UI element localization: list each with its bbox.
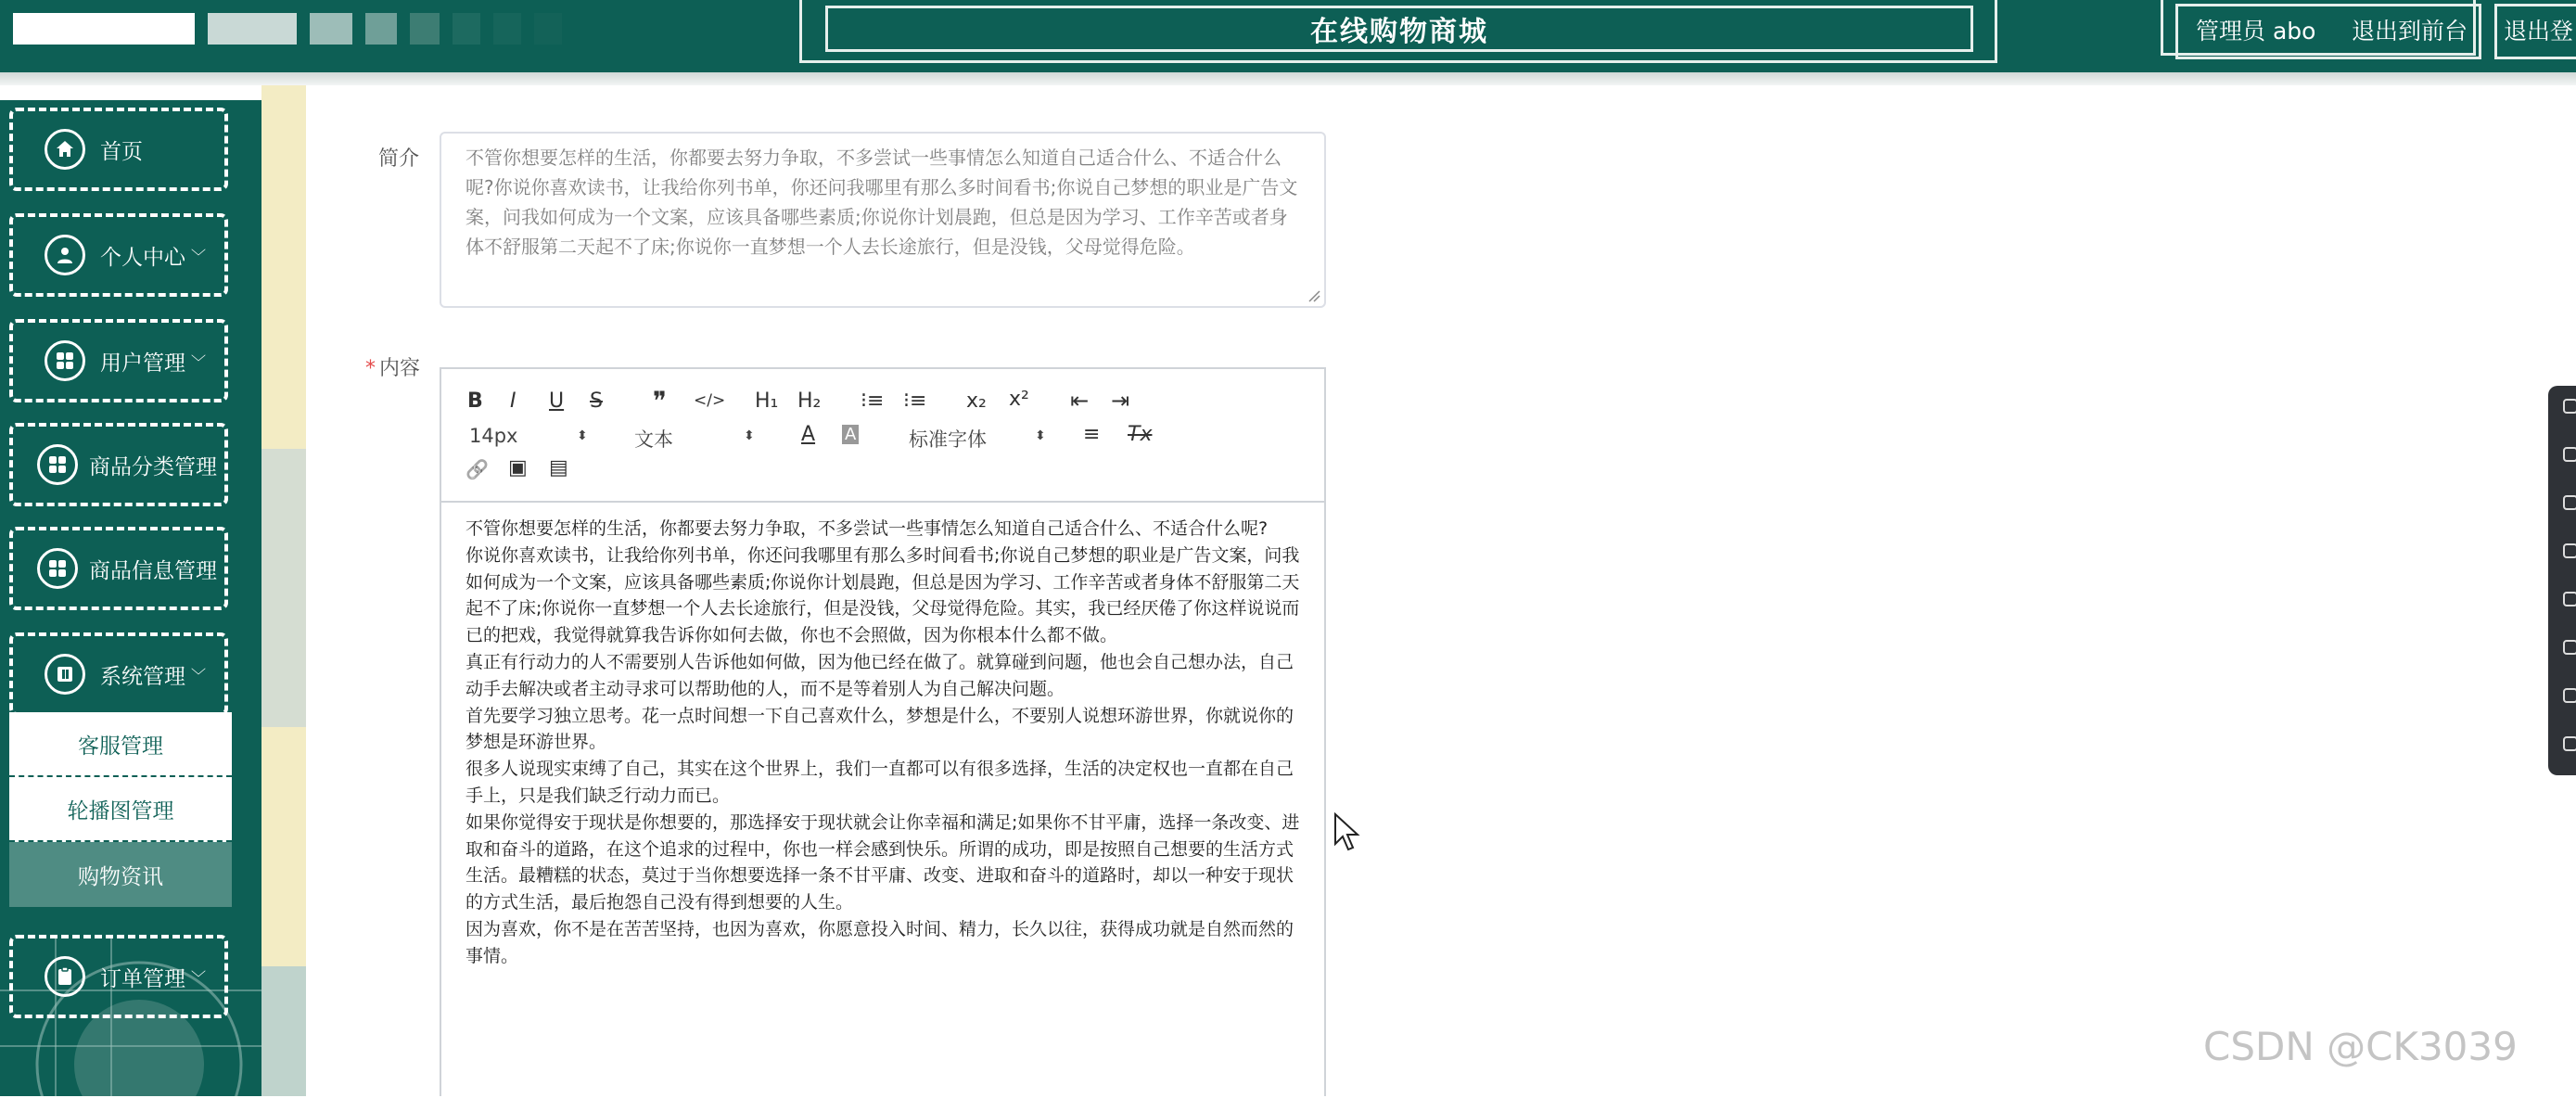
- sidebar-item-home[interactable]: [9, 108, 228, 191]
- dock-tool-icon[interactable]: [2563, 640, 2576, 655]
- editor-paragraph: 真正有行动力的人不需要别人告诉他如何做，因为他已经在做了。就算碰到问题，他也会自己想办法，自己动手去解决或者主动寻求可以帮助他的人，而不是等着别人为自己解决问题。: [465, 651, 1294, 699]
- code-block-icon[interactable]: </>: [694, 391, 726, 410]
- heading2-button[interactable]: H₂: [797, 389, 822, 413]
- underline-button[interactable]: U: [549, 389, 565, 413]
- dock-tool-icon[interactable]: [2563, 543, 2576, 558]
- sidebar-item-system-management[interactable]: [9, 632, 228, 716]
- chevron-updown-icon: ⬍: [744, 428, 755, 443]
- subscript-button[interactable]: x₂: [966, 389, 987, 413]
- editor-paragraph: 不管你想要怎样的生活，你都要去努力争取，不多尝试一些事情怎么知道自己适合什么、不适合什么呢?: [465, 518, 1269, 539]
- admin-username: 管理员 abo: [2196, 18, 2316, 45]
- logo-placeholder: [13, 13, 562, 45]
- editor-paragraph: 首先要学习独立思考。花一点时间想一下自己喜欢什么，梦想是什么，不要别人说想环游世界，你就说你的梦想是环游世界。: [465, 705, 1294, 753]
- link-icon[interactable]: 🔗: [465, 458, 489, 480]
- chevron-down-icon: ﹀: [191, 968, 207, 987]
- submenu-item-label: 轮播图管理: [67, 798, 174, 824]
- required-marker: *: [365, 357, 376, 380]
- submenu-item-customer-service[interactable]: [9, 712, 232, 777]
- grid-icon: [37, 444, 78, 485]
- home-icon: [45, 129, 85, 170]
- editor-toolbar: [441, 369, 1324, 503]
- intro-textarea[interactable]: [440, 132, 1326, 308]
- italic-button[interactable]: I: [510, 389, 516, 413]
- chevron-updown-icon: ⬍: [1035, 428, 1046, 443]
- sidebar-item-label: 订单管理: [100, 966, 185, 991]
- sidebar-item-label: 商品信息管理: [89, 558, 217, 583]
- chevron-updown-icon: ⬍: [577, 428, 588, 443]
- chevron-down-icon: ﹀: [191, 247, 207, 265]
- sidebar-item-label: 用户管理: [100, 351, 185, 376]
- floating-tool-dock: [2548, 386, 2576, 775]
- system-submenu: [9, 712, 232, 907]
- header-select[interactable]: 文本: [634, 428, 673, 451]
- sidebar-item-label: 商品分类管理: [89, 454, 217, 479]
- submenu-item-label: 客服管理: [78, 734, 163, 759]
- clipboard-icon: [45, 956, 85, 997]
- dock-tool-icon[interactable]: [2563, 688, 2576, 703]
- submenu-item-carousel[interactable]: [9, 777, 232, 842]
- resize-grip-icon[interactable]: [1306, 287, 1320, 302]
- sidebar-item-category-management[interactable]: [9, 423, 228, 506]
- rich-text-editor: [440, 367, 1326, 1096]
- background-color-icon[interactable]: A: [842, 425, 859, 444]
- intro-label: 简介: [378, 147, 420, 171]
- chevron-down-icon: ﹀: [191, 352, 207, 371]
- sidebar-item-personal-center[interactable]: [9, 213, 228, 297]
- font-color-icon[interactable]: A: [801, 423, 816, 446]
- heading1-button[interactable]: H₁: [755, 389, 779, 413]
- chevron-down-icon: ﹀: [191, 666, 207, 684]
- outdent-icon[interactable]: ⇤: [1070, 388, 1090, 414]
- dock-tool-icon[interactable]: [2563, 592, 2576, 606]
- font-family-select[interactable]: 标准字体: [909, 428, 987, 451]
- intro-text: 不管你想要怎样的生活，你都要去努力争取，不多尝试一些事情怎么知道自己适合什么、不适合什么呢?你说你喜欢读书，让我给你列书单，你还问我哪里有那么多时间看书;你说自己梦想的职业是广告文案，问我如何成为一个文案，应该具备哪些素质;你说你计划晨跑，但总是因为学习、工作辛苦或者身体不舒服第二天起不了床;你说你一直梦想一个人去长途旅行，但是没钱，父母觉得危险。: [465, 147, 1298, 258]
- logout-link[interactable]: 退出登: [2504, 18, 2574, 45]
- dock-tool-icon[interactable]: [2563, 736, 2576, 751]
- sidebar-item-order-management[interactable]: [9, 935, 228, 1018]
- content-label: [365, 352, 420, 381]
- blockquote-icon[interactable]: ❞: [653, 386, 668, 416]
- superscript-button[interactable]: x²: [1009, 388, 1029, 411]
- bullet-list-icon[interactable]: ⁝≡: [903, 389, 927, 413]
- sidebar-item-product-management[interactable]: [9, 527, 228, 610]
- bold-button[interactable]: B: [467, 389, 483, 413]
- grid-icon: [37, 548, 78, 589]
- content-label-text: 内容: [379, 357, 421, 380]
- submenu-item-label: 购物资讯: [78, 864, 163, 889]
- submenu-item-shopping-news[interactable]: [9, 842, 232, 907]
- top-navbar: [0, 0, 2576, 72]
- grid-icon: [45, 340, 85, 381]
- dock-tool-icon[interactable]: [2563, 495, 2576, 510]
- image-icon[interactable]: ▣: [508, 456, 528, 479]
- watermark: CSDN @CK3039: [2203, 1024, 2518, 1069]
- back-to-frontend-link[interactable]: 退出到前台: [2352, 18, 2468, 45]
- editor-paragraph: 如果你觉得安于现状是你想要的，那选择安于现状就会让你幸福和满足;如果你不甘平庸，选择一条改变、进取和奋斗的道路，在这个追求的过程中，你也一样会感到快乐。所谓的成功，即是按照自己想要的生活方式生活。最糟糕的状态，莫过于当你想要选择一条不甘平庸、改变、进取和奋斗的道路时，却以一种安于现状的方式生活，最后抱怨自己没有得到想要的人生。: [465, 811, 1300, 913]
- dock-tool-icon[interactable]: [2563, 399, 2576, 414]
- video-icon[interactable]: ▤: [549, 456, 568, 479]
- sidebar-item-label: 系统管理: [100, 664, 185, 689]
- title-frame-inner: [825, 6, 1973, 52]
- editor-paragraph: 因为喜欢，你不是在苦苦坚持，也因为喜欢，你愿意投入时间、精力，长久以往，获得成功就是自然而然的事情。: [465, 918, 1294, 966]
- sidebar-item-user-management[interactable]: [9, 319, 228, 402]
- book-icon: [45, 654, 85, 695]
- editor-content[interactable]: [441, 504, 1324, 1098]
- indent-icon[interactable]: ⇥: [1111, 388, 1130, 414]
- site-title: 在线购物商城: [1310, 16, 1488, 48]
- ordered-list-icon[interactable]: ⁝≡: [861, 389, 885, 413]
- sidebar-item-label: 个人中心: [100, 245, 185, 270]
- editor-paragraph: 你说你喜欢读书，让我给你列书单，你还问我哪里有那么多时间看书;你说自己梦想的职业是广告文案，问我如何成为一个文案，应该具备哪些素质;你说你计划晨跑，但总是因为学习、工作辛苦或者身体不舒服第二天起不了床;你说你一直梦想一个人去长途旅行，但是没钱，父母觉得危险。其实，我已经厌倦了你这样说说而已的把戏，我觉得就算我告诉你如何去做，你也不会照做，因为你根本什么都不做。: [465, 544, 1300, 646]
- align-icon[interactable]: ≡: [1083, 423, 1101, 446]
- strikethrough-button[interactable]: S: [590, 389, 603, 413]
- sidebar-edge-strip: [261, 85, 306, 1096]
- user-icon: [45, 235, 85, 275]
- clear-format-icon[interactable]: Tx: [1128, 423, 1153, 446]
- sidebar-item-label: 首页: [100, 139, 143, 164]
- header-shadow: [0, 72, 2576, 85]
- dock-tool-icon[interactable]: [2563, 447, 2576, 462]
- mouse-cursor-icon: [1333, 812, 1361, 853]
- font-size-select[interactable]: 14px: [469, 425, 518, 447]
- editor-paragraph: 很多人说现实束缚了自己，其实在这个世界上，我们一直都可以有很多选择，生活的决定权也一直都在自己手上，只是我们缺乏行动力而已。: [465, 759, 1294, 806]
